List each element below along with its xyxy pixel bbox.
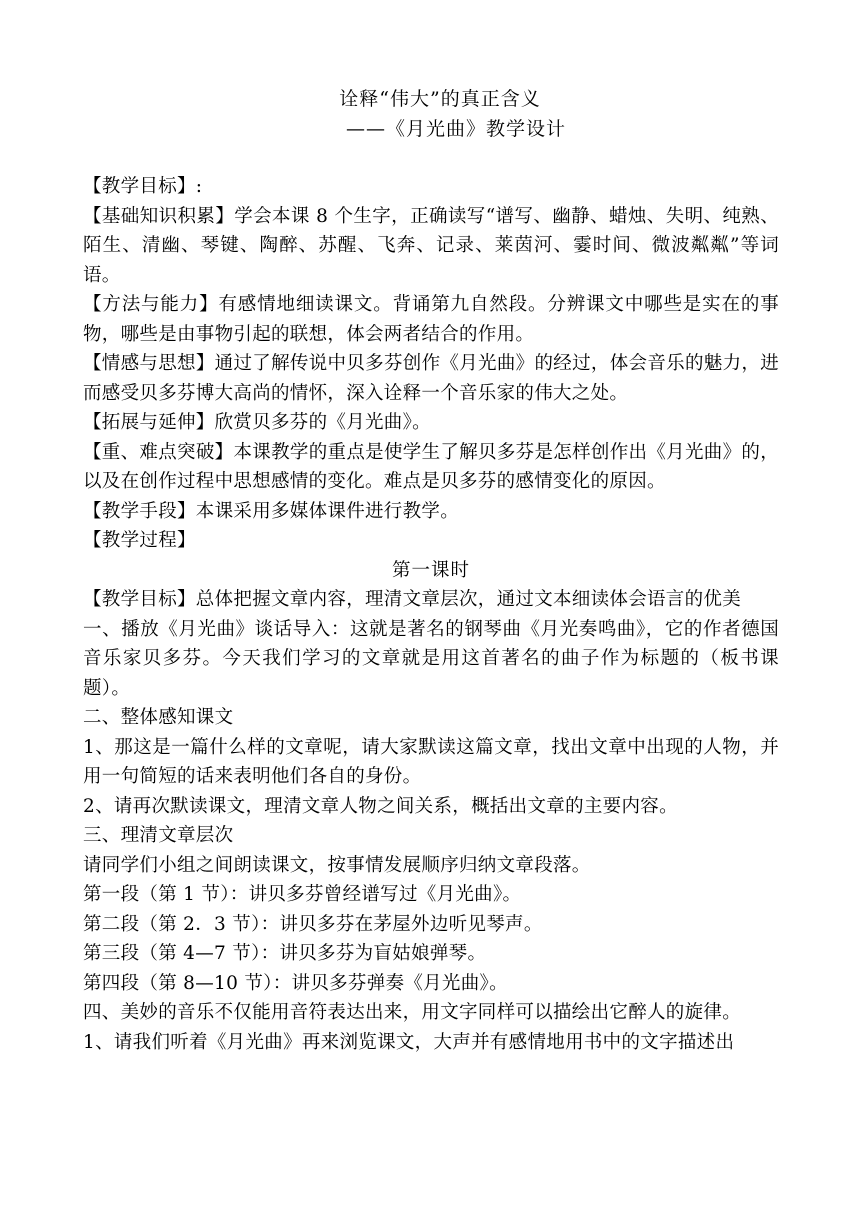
paragraph-step-three-heading: 三、理清文章层次	[83, 825, 234, 846]
paragraph-step-three-intro: 请同学们小组之间朗读课文，按事情发展顺序归纳文章段落。	[83, 854, 591, 876]
lesson-heading-first: 第一课时	[391, 559, 470, 581]
paragraph-step-four-item-1: 1、请我们听着《月光曲》再来浏览课文，大声并有感情地用书中的文字描述出	[83, 1031, 735, 1053]
paragraph-step-four-heading: 四、美妙的音乐不仅能用音符表达出来，用文字同样可以描绘出它醉人的旋律。	[83, 1002, 742, 1023]
paragraph-step-one: 一、播放《月光曲》谈话导入：这就是著名的钢琴曲《月光奏鸣曲》，它的作者德国音乐家贝多芬。今天我们学习的文章就是用这首著名的曲子作为标题的（板书课题）。	[83, 618, 779, 699]
document-title: 诠释“伟大”的真正含义	[339, 88, 541, 110]
title-block	[0, 84, 860, 144]
paragraph-step-two-heading: 二、整体感知课文	[83, 707, 234, 728]
document-subtitle: ——《月光曲》教学设计	[345, 118, 566, 140]
paragraph-step-two-item-1: 1、那这是一篇什么样的文章呢，请大家默读这篇文章，找出文章中出现的人物，并用一句简短的话来表明他们各自的身份。	[83, 736, 779, 787]
paragraph-teaching-means: 【教学手段】本课采用多媒体课件进行教学。	[83, 500, 460, 522]
section-heading-teaching-process: 【教学过程】	[83, 530, 196, 551]
paragraph-method-ability: 【方法与能力】有感情地细读课文。背诵第九自然段。分辨课文中哪些是实在的事物，哪些是由事物引起的联想，体会两者结合的作用。	[83, 294, 779, 345]
section-heading-teaching-goals: 【教学目标】:	[83, 176, 203, 197]
paragraph-key-difficulty: 【重、难点突破】本课教学的重点是使学生了解贝多芬是怎样创作出《月光曲》的，以及在创作过程中思想感情的变化。难点是贝多芬的感情变化的原因。	[83, 441, 779, 492]
paragraph-extension: 【拓展与延伸】欣赏贝多芬的《月光曲》。	[83, 412, 431, 433]
paragraph-lesson-goals: 【教学目标】总体把握文章内容，理清文章层次，通过文本细读体会语言的优美	[83, 589, 742, 610]
paragraph-section-one: 第一段（第 1 节）：讲贝多芬曾经谱写过《月光曲》。	[83, 884, 522, 905]
paragraph-section-two: 第二段（第 2．3 节）：讲贝多芬在茅屋外边听见琴声。	[83, 913, 543, 935]
paragraph-emotion-thought: 【情感与思想】通过了解传说中贝多芬创作《月光曲》的经过，体会音乐的魅力，进而感受贝多芬博大高尚的情怀，深入诠释一个音乐家的伟大之处。	[83, 353, 779, 404]
paragraph-section-four: 第四段（第 8—10 节）：讲贝多芬弹奏《月光曲》。	[83, 972, 508, 994]
document-body	[83, 172, 779, 1057]
paragraph-basic-knowledge: 【基础知识积累】学会本课 8 个生字，正确读写“谱写、幽静、蜡烛、失明、纯熟、陌生、清幽、琴键、陶醉、苏醒、飞奔、记录、莱茵河、霎时间、微波粼粼”等词语。	[83, 205, 779, 286]
paragraph-step-two-item-2: 2、请再次默读课文，理清文章人物之间关系，概括出文章的主要内容。	[83, 795, 678, 817]
paragraph-section-three: 第三段（第 4—7 节）：讲贝多芬为盲姑娘弹琴。	[83, 943, 487, 964]
